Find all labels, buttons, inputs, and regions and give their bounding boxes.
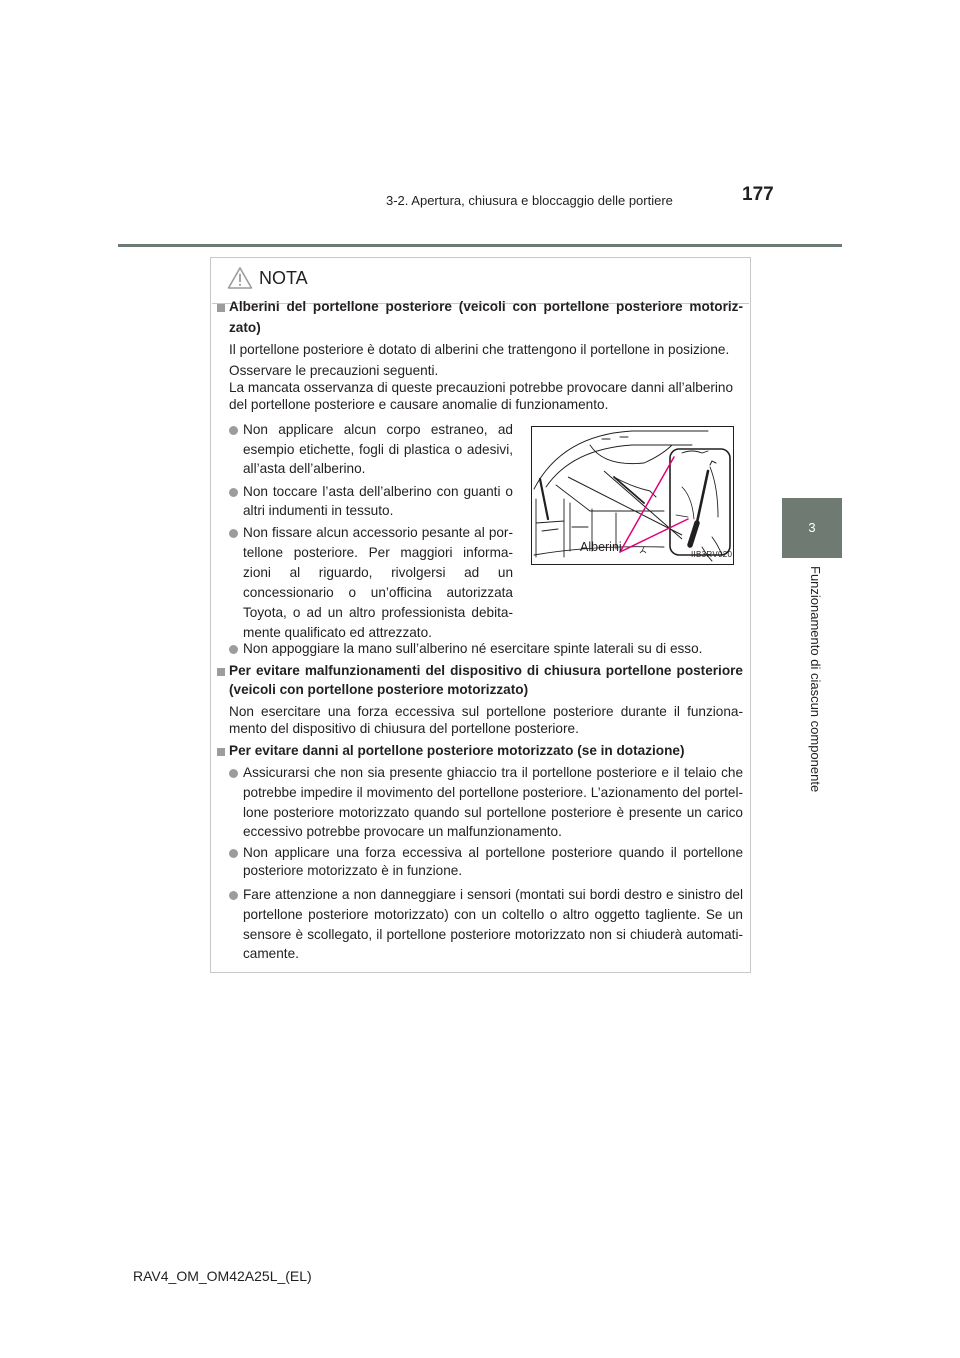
section-square-bullet [217, 668, 225, 676]
section1-body-line1: Il portellone posteriore è dotato di alberini che trattengono il portellone in posizione. [229, 342, 730, 357]
section1-heading-line1: Alberini del portellone posteriore (veicoli con portellone posteriore motoriz- [229, 299, 743, 314]
note-box [210, 257, 751, 973]
bullet-dot [229, 849, 238, 858]
section-square-bullet [217, 304, 225, 312]
figure-label-alberini: Alberini [580, 540, 622, 554]
section1-bullet3-line2: tellone posteriore. Per maggiori informa- [243, 545, 513, 560]
section-square-bullet [217, 748, 225, 756]
section1-bullet1-line1: Non applicare alcun corpo estraneo, ad [243, 422, 513, 437]
section3-bullet3-line1: Fare attenzione a non danneggiare i sensori (montati sui bordi destro e sinistro del [243, 887, 743, 902]
section2-body-line2: mento del dispositivo di chiusura del portellone posteriore. [229, 721, 579, 736]
section1-bullet3-line3: zioni al riguardo, rivolgersi ad un [243, 565, 513, 580]
section3-bullet2-line2: posteriore motorizzato è in funzione. [243, 863, 463, 878]
tailgate-strut-illustration [531, 426, 734, 565]
section1-bullet1-line3: all’asta dell’alberino. [243, 461, 366, 476]
section1-heading-line2: zato) [229, 320, 261, 335]
tailgate-interior-drawing [532, 427, 733, 564]
section3-bullet2-line1: Non applicare una forza eccessiva al portellone posteriore quando il portellone [243, 845, 743, 860]
page-number: 177 [742, 184, 774, 205]
bullet-dot [229, 529, 238, 538]
bullet-dot [229, 488, 238, 497]
section1-bullet3-line1: Non fissare alcun accessorio pesante al por- [243, 525, 513, 540]
section1-bullet4: Non appoggiare la mano sull’alberino né esercitare spinte laterali su di esso. [243, 641, 703, 656]
section1-bullet2-line1: Non toccare l’asta dell’alberino con guanti o [243, 484, 513, 499]
section3-bullet1-line3: lone posteriore motorizzato quando sul portellone posteriore è presente un carico [243, 805, 743, 820]
chapter-number-tab [782, 498, 842, 558]
header-section-title: 3-2. Apertura, chiusura e bloccaggio delle portiere [386, 193, 673, 208]
note-title: NOTA [259, 267, 308, 288]
bullet-dot [229, 891, 238, 900]
section3-bullet3-line4: camente. [243, 946, 299, 961]
section2-body-line1: Non esercitare una forza eccessiva sul portellone posteriore durante il funziona- [229, 704, 743, 719]
section3-bullet1-line2: potrebbe impedire il movimento del portellone posteriore. L’azionamento del portel- [243, 785, 743, 800]
section1-bullet1-line2: esempio etichette, fogli di plastica o adesivi, [243, 442, 513, 457]
section3-bullet3-line2: portellone posteriore motorizzato) con un coltello o altro oggetto tagliente. Se un [243, 907, 743, 922]
section1-body-line2: Osservare le precauzioni seguenti. [229, 363, 439, 378]
section1-body-line3: La mancata osservanza di queste precauzioni potrebbe provocare danni all’alberino [229, 380, 734, 395]
chapter-title: Funzionamento di ciascun componente [808, 566, 823, 793]
section3-bullet3-line3: sensore è scollegato, il portellone posteriore motorizzato non si chiuderà automati- [243, 927, 743, 942]
figure-code: IIB3RV020 [691, 550, 733, 559]
section2-heading-line2: (veicoli con portellone posteriore motorizzato) [229, 682, 529, 697]
section1-bullet3-line4: concessionario o un’officina autorizzata [243, 585, 513, 600]
bullet-dot [229, 769, 238, 778]
bullet-dot [229, 645, 238, 654]
note-header [227, 264, 308, 292]
section2-heading-line1: Per evitare malfunzionamenti del dispositivo di chiusura portellone posteriore [229, 663, 743, 678]
header-rule [118, 244, 842, 247]
section1-body-line4: del portellone posteriore e causare anomalie di funzionamento. [229, 397, 609, 412]
chapter-title-tab [782, 566, 842, 876]
section1-bullet3-line5: Toyota, o ad un altro professionista debita- [243, 605, 513, 620]
section1-bullet3-line6: mente qualificato ed attrezzato. [243, 625, 432, 640]
chapter-number: 3 [808, 520, 816, 535]
section3-heading: Per evitare danni al portellone posteriore motorizzato (se in dotazione) [229, 743, 685, 758]
section3-bullet1-line4: eccessivo potrebbe provocare un malfunzionamento. [243, 824, 562, 839]
section3-bullet1-line1: Assicurarsi che non sia presente ghiaccio tra il portellone posteriore e il telaio che [243, 765, 743, 780]
section1-bullet2-line2: altri indumenti in tessuto. [243, 503, 394, 518]
warning-triangle-icon [227, 266, 253, 290]
bullet-dot [229, 426, 238, 435]
footer-document-code: RAV4_OM_OM42A25L_(EL) [133, 1268, 312, 1284]
